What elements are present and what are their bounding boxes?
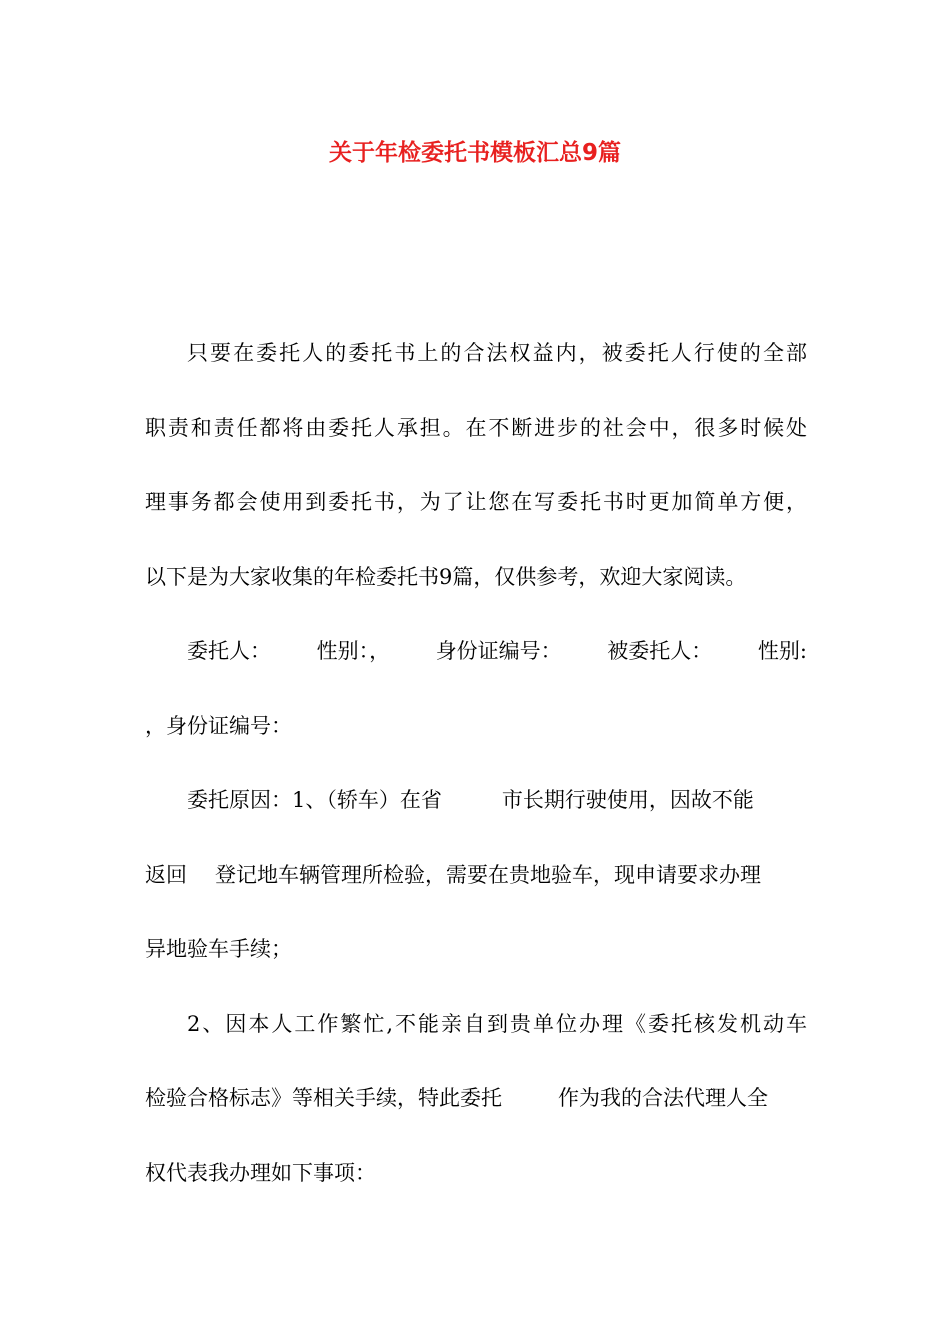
gender-label-2: 性别: (757, 639, 807, 663)
agent-label: 被委托人： (607, 639, 713, 663)
item2-line-1: 2、因本人工作繁忙,不能亲自到贵单位办理《委托核发机动车 (187, 1011, 807, 1036)
reason-line-1-a: 委托原因：1、（轿车）在省 (187, 788, 442, 812)
item2-line-3: 权代表我办理如下事项： (145, 1160, 376, 1185)
reason-line-2-a: 返回 (145, 862, 187, 887)
reason-line-3: 异地验车手续； (145, 937, 292, 961)
document-body (145, 316, 807, 1210)
gender-label-1: 性别：， (316, 639, 391, 663)
intro-line-4: 以下是为大家收集的年检委托书9篇，仅供参考，欢迎大家阅读。 (145, 564, 747, 589)
item2-line-2-b: 作为我的合法代理人全 (558, 1086, 768, 1110)
form-fields-row (145, 614, 807, 689)
reason-line-1-b: 市长期行驶使用，因故不能 (501, 788, 754, 812)
id-label-1: 身份证编号： (435, 639, 562, 663)
reason-line-2-b: 登记地车辆管理所检验，需要在贵地验车，现申请要求办理 (215, 862, 761, 887)
reason-line-2 (145, 838, 807, 913)
client-label: 委托人： (187, 639, 271, 663)
item2-line-2-a: 检验合格标志》等相关手续，特此委托 (145, 1086, 502, 1110)
intro-line-2: 职责和责任都将由委托人承担。在不断进步的社会中，很多时候处 (145, 415, 807, 440)
intro-line-1: 只要在委托人的委托书上的合法权益内，被委托人行使的全部 (187, 341, 807, 365)
intro-line-3: 理事务都会使用到委托书，为了让您在写委托书时更加简单方便， (145, 490, 807, 514)
id-label-2: ，身份证编号： (145, 713, 292, 738)
document-title: 关于年检委托书模板汇总9篇 (328, 140, 621, 166)
reason-line-1 (145, 763, 807, 838)
item2-line-2 (145, 1061, 807, 1136)
